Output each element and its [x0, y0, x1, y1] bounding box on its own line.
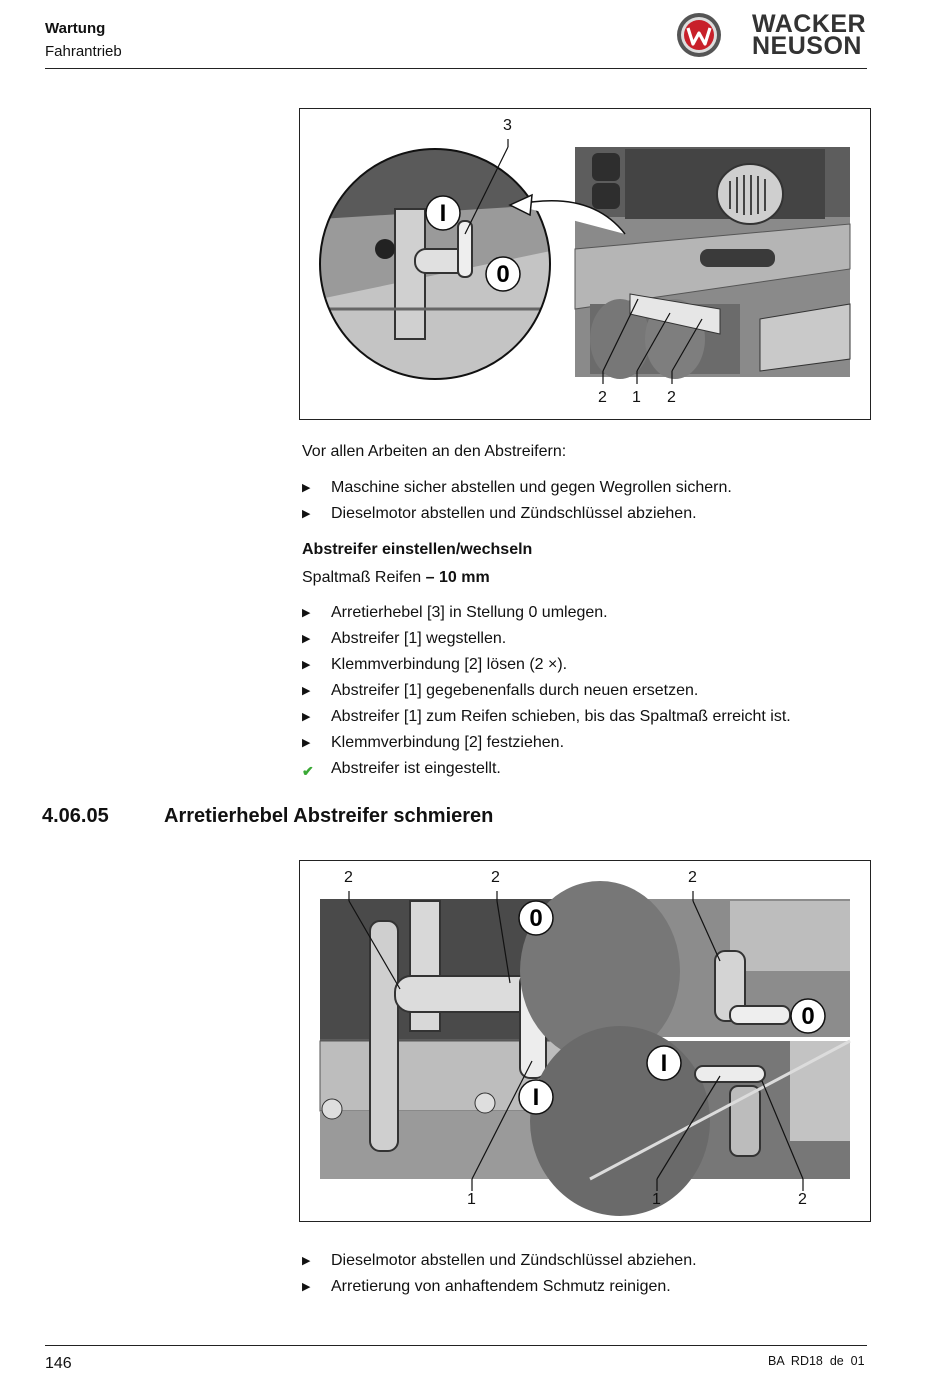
bullet-arrow-icon: ▶ — [302, 659, 311, 671]
fig2-position-0-label-a: 0 — [529, 905, 543, 932]
result-text: Abstreifer ist eingestellt. — [331, 760, 501, 777]
chapter-subtitle: Fahrantrieb — [45, 43, 122, 60]
position-0-label: 0 — [496, 261, 510, 288]
gap-label: Spaltmaß Reifen — [302, 569, 422, 586]
document-id: BA RD18 de 01 — [768, 1354, 865, 1368]
bullet-arrow-icon: ▶ — [302, 607, 311, 619]
scraper-illustration — [300, 109, 870, 419]
bullet-arrow-icon: ▶ — [302, 1255, 311, 1267]
bullet-arrow-icon: ▶ — [302, 633, 311, 645]
step-1: Arretierhebel [3] in Stellung 0 umlegen. — [331, 604, 608, 621]
fig2-position-I-label-b: I — [660, 1050, 668, 1077]
bullet-arrow-icon: ▶ — [302, 711, 311, 723]
brand-wordmark — [752, 10, 867, 60]
step-6: Klemmverbindung [2] festziehen. — [331, 734, 565, 751]
wacker-neuson-logo-icon — [676, 12, 722, 58]
lever-illustration — [300, 861, 870, 1221]
callout-1: 1 — [632, 389, 641, 406]
footer-divider — [45, 1345, 867, 1346]
figure-scraper-adjustment — [299, 108, 871, 420]
brand-line-1: WACKER — [752, 10, 867, 38]
bullet-arrow-icon: ▶ — [302, 508, 311, 520]
callout-2-left: 2 — [598, 389, 607, 406]
final-step-1: Dieselmotor abstellen und Zündschlüssel abziehen. — [331, 1252, 697, 1269]
brand-line-2: NEUSON — [752, 32, 862, 60]
fig2-callout-2c: 2 — [688, 869, 697, 886]
header-divider — [45, 68, 867, 69]
step-4: Abstreifer [1] gegebenenfalls durch neuen ersetzen. — [331, 682, 699, 699]
section-title: Arretierhebel Abstreifer schmieren — [164, 805, 494, 827]
page-number: 146 — [45, 1355, 72, 1372]
position-I-label: I — [439, 200, 447, 227]
step-3: Klemmverbindung [2] lösen (2 ×). — [331, 656, 568, 673]
subheading: Abstreifer einstellen/wechseln — [302, 541, 533, 558]
fig2-position-I-label-a: I — [532, 1084, 540, 1111]
final-step-2: Arretierung von anhaftendem Schmutz reinigen. — [331, 1278, 671, 1295]
pre-step-1: Maschine sicher abstellen und gegen Wegrollen sichern. — [331, 479, 732, 496]
callout-2-right: 2 — [667, 389, 676, 406]
callout-3: 3 — [503, 117, 512, 134]
fig2-callout-2d: 2 — [798, 1191, 807, 1208]
pre-step-2: Dieselmotor abstellen und Zündschlüssel abziehen. — [331, 505, 697, 522]
step-2: Abstreifer [1] wegstellen. — [331, 630, 507, 647]
intro-text: Vor allen Arbeiten an den Abstreifern: — [302, 443, 567, 460]
figure-lock-lever-lubrication — [299, 860, 871, 1222]
gap-spec — [302, 568, 490, 588]
step-5: Abstreifer [1] zum Reifen schieben, bis das Spaltmaß erreicht ist. — [331, 708, 791, 725]
bullet-arrow-icon: ▶ — [302, 1281, 311, 1293]
fig2-callout-1b: 1 — [652, 1191, 661, 1208]
bullet-arrow-icon: ▶ — [302, 737, 311, 749]
fig2-position-0-label-b: 0 — [801, 1003, 815, 1030]
bullet-arrow-icon: ▶ — [302, 482, 311, 494]
chapter-title: Wartung — [45, 20, 106, 37]
gap-value: – 10 mm — [425, 569, 490, 586]
check-icon: ✔ — [302, 763, 314, 779]
fig2-callout-1a: 1 — [467, 1191, 476, 1208]
fig2-callout-2b: 2 — [491, 869, 500, 886]
fig2-callout-2a: 2 — [344, 869, 353, 886]
section-number: 4.06.05 — [42, 805, 109, 827]
bullet-arrow-icon: ▶ — [302, 685, 311, 697]
